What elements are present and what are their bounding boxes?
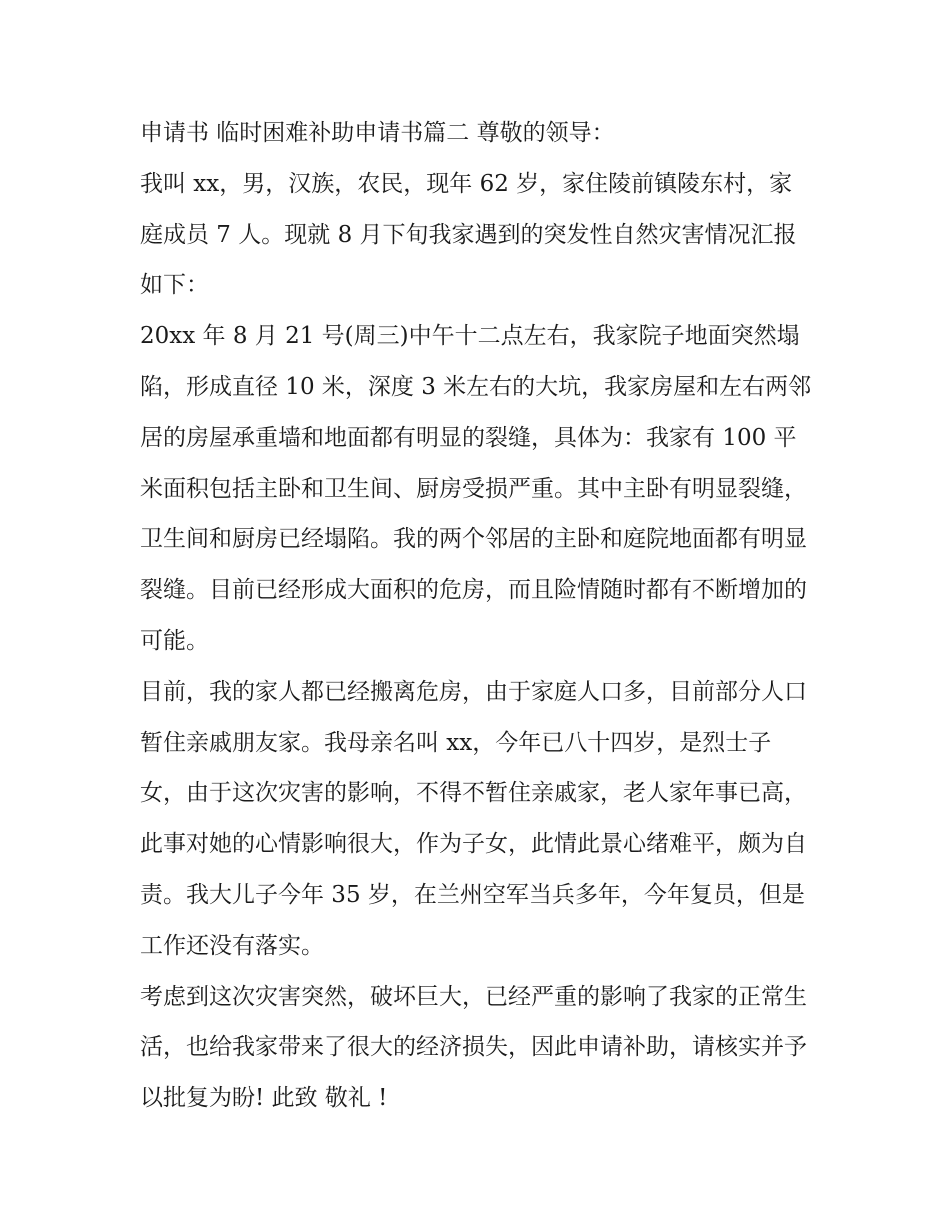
paragraph-introduction: 我叫 xx，男，汉族，农民，现年 62 岁，家住陵前镇陵东村，家庭成员 7 人。现就 8 月下旬我家遇到的突发性自然灾害情况汇报如下： [140, 170, 797, 299]
paragraph-title-greeting: 申请书 临时困难补助申请书篇二 尊敬的领导： [140, 120, 615, 146]
paragraph-request-closing: 考虑到这次灾害突然，破坏巨大，已经严重的影响了我家的正常生活，也给我家带来了很大的经济损失，因此申请补助，请核实并予以批复为盼! 此致 敬礼 ! [140, 983, 807, 1112]
paragraph-disaster-details: 20xx 年 8 月 21 号(周三)中午十二点左右，我家院子地面突然塌陷，形成直径 10 米，深度 3 米左右的大坑，我家房屋和左右两邻居的房屋承重墙和地面都有明显的裂缝，具体为：我家有 100 平米面积包括主卧和卫生间、厨房受损严重。其中主卧有明显裂缝，卫生间和厨房已经塌陷。我的两个邻居的主卧和庭院地面都有明显裂缝。目前已经形成大面积的危房，而且险情随时都有不断增加的可能。 [140, 323, 812, 654]
document-body [140, 108, 812, 1124]
paragraph-family-situation: 目前，我的家人都已经搬离危房，由于家庭人口多，目前部分人口暂住亲戚朋友家。我母亲名叫 xx，今年已八十四岁，是烈士子女，由于这次灾害的影响，不得不暂住亲戚家，老人家年事已高，此事对她的心情影响很大，作为子女，此情此景心绪难平，颇为自责。我大儿子今年 35 岁，在兰州空军当兵多年，今年复员，但是工作还没有落实。 [140, 678, 807, 959]
